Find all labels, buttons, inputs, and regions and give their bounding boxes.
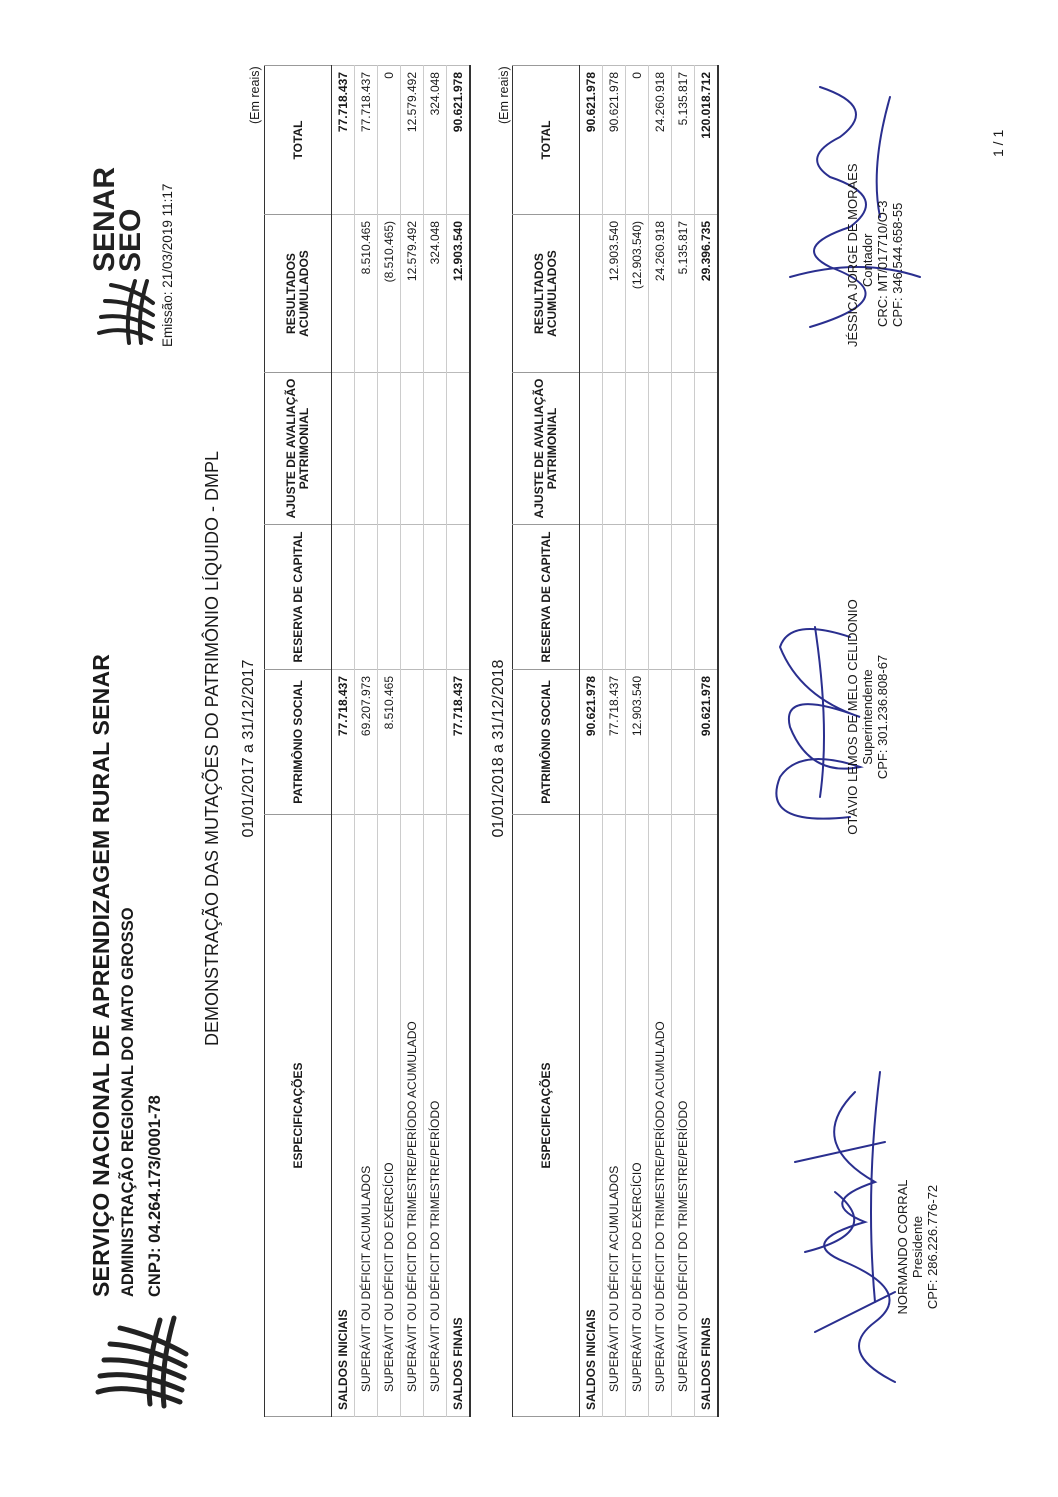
cell-ajuste	[580, 373, 603, 525]
cell-ajuste	[378, 373, 401, 525]
signatory-name: NORMANDO CORRAL	[895, 1179, 910, 1315]
signatory-document-2: CPF: 346.544.658-55	[890, 202, 905, 327]
table-row	[355, 66, 378, 1417]
cell-ajuste	[695, 373, 719, 525]
row-label: SUPERÁVIT OU DÉFICIT DO TRIMESTRE/PERÍODO ACUMULADO	[649, 815, 672, 1417]
cell-total: 12.579.492	[401, 66, 424, 215]
senar-brand-icon	[95, 277, 157, 347]
row-label: SUPERÁVIT OU DÉFICIT DO TRIMESTRE/PERÍODO ACUMULADO	[401, 815, 424, 1417]
cell-total: 24.260.918	[649, 66, 672, 215]
cell-resultados: 24.260.918	[649, 215, 672, 373]
row-label: SALDOS INICIAIS	[332, 815, 355, 1417]
row-label: SALDOS FINAIS	[695, 815, 719, 1417]
cell-resultados: 29.396.735	[695, 215, 719, 373]
cell-reserva	[401, 525, 424, 670]
table-row	[447, 66, 471, 1417]
column-header-total: TOTAL	[513, 66, 580, 215]
table-row	[401, 66, 424, 1417]
cell-patrimonio: 77.718.437	[603, 670, 626, 815]
column-header-patrimonio: PATRIMÔNIO SOCIAL	[513, 670, 580, 815]
cell-resultados: 5.135.817	[672, 215, 695, 373]
signatory-role: Superintendente	[860, 669, 875, 765]
cell-ajuste	[332, 373, 355, 525]
cell-resultados: 324.048	[424, 215, 447, 373]
signature-presidente-icon	[775, 1052, 915, 1392]
signatory-name: JÉSSICA JORGE DE MORAES	[845, 163, 860, 347]
column-header-ajuste: AJUSTE DE AVALIAÇÃO PATRIMONIAL	[513, 373, 580, 525]
cell-total: 5.135.817	[672, 66, 695, 215]
table-row	[424, 66, 447, 1417]
cell-total: 324.048	[424, 66, 447, 215]
column-header-especificacoes: ESPECIFICAÇÕES	[513, 815, 580, 1417]
cell-total: 0	[378, 66, 401, 215]
senar-logo-icon	[90, 1312, 190, 1412]
column-header-patrimonio: PATRIMÔNIO SOCIAL	[265, 670, 332, 815]
row-label: SALDOS FINAIS	[447, 815, 471, 1417]
dmpl-table-2018	[512, 65, 719, 1417]
brand-line-2: SEO	[114, 208, 147, 272]
cell-ajuste	[672, 373, 695, 525]
cell-total: 77.718.437	[355, 66, 378, 215]
cell-total: 0	[626, 66, 649, 215]
cell-resultados: (8.510.465)	[378, 215, 401, 373]
cell-reserva	[355, 525, 378, 670]
table-row	[580, 66, 603, 1417]
cell-reserva	[424, 525, 447, 670]
row-label: SUPERÁVIT OU DÉFICIT DO EXERCÍCIO	[378, 815, 401, 1417]
table-row	[649, 66, 672, 1417]
table-row	[626, 66, 649, 1417]
cell-reserva	[649, 525, 672, 670]
column-header-ajuste: AJUSTE DE AVALIAÇÃO PATRIMONIAL	[265, 373, 332, 525]
cell-patrimonio: 77.718.437	[447, 670, 471, 815]
dmpl-table-2017	[264, 65, 471, 1417]
row-label: SALDOS INICIAIS	[580, 815, 603, 1417]
cell-patrimonio	[401, 670, 424, 815]
cell-ajuste	[626, 373, 649, 525]
signatory-superintendente	[845, 577, 890, 857]
cell-resultados: 8.510.465	[355, 215, 378, 373]
cell-reserva	[672, 525, 695, 670]
cell-total: 90.621.978	[447, 66, 471, 215]
cell-resultados: (12.903.540)	[626, 215, 649, 373]
signatory-document: CPF: 301.236.808-67	[875, 654, 890, 780]
row-label: SUPERÁVIT OU DÉFICIT ACUMULADOS	[355, 815, 378, 1417]
cell-reserva	[378, 525, 401, 670]
page-number: 1 / 1	[990, 129, 1006, 157]
table-row	[695, 66, 719, 1417]
brand-wordmark	[88, 166, 147, 272]
cell-resultados: 12.579.492	[401, 215, 424, 373]
cell-total: 90.621.978	[603, 66, 626, 215]
cell-ajuste	[603, 373, 626, 525]
cell-reserva	[580, 525, 603, 670]
signatory-name: OTÁVIO LEMOS DE MELO CELIDONIO	[845, 599, 860, 835]
organization-title: SERVIÇO NACIONAL DE APRENDIZAGEM RURAL SENAR	[88, 653, 114, 1297]
cell-patrimonio: 8.510.465	[378, 670, 401, 815]
signatory-contador	[845, 107, 905, 347]
column-header-especificacoes: ESPECIFICAÇÕES	[265, 815, 332, 1417]
cell-patrimonio: 90.621.978	[580, 670, 603, 815]
signatory-presidente	[895, 1137, 940, 1357]
table-row	[603, 66, 626, 1417]
document-title: DEMONSTRAÇÃO DAS MUTAÇÕES DO PATRIMÔNIO LÍQUIDO - DMPL	[202, 450, 222, 1047]
signatory-role: Contador	[860, 233, 875, 287]
cell-reserva	[695, 525, 719, 670]
column-header-resultados: RESULTADOS ACUMULADOS	[265, 215, 332, 373]
cell-resultados: 12.903.540	[603, 215, 626, 373]
brand-line-1: SENAR	[88, 166, 121, 272]
cell-reserva	[603, 525, 626, 670]
row-label: SUPERÁVIT OU DÉFICIT DO EXERCÍCIO	[626, 815, 649, 1417]
column-header-reserva: RESERVA DE CAPITAL	[513, 525, 580, 670]
cell-resultados	[580, 215, 603, 373]
emission-date: Emissão: 21/03/2019 11:17	[160, 183, 175, 347]
cell-total: 77.718.437	[332, 66, 355, 215]
cell-patrimonio: 69.207.973	[355, 670, 378, 815]
cell-ajuste	[424, 373, 447, 525]
column-header-total: TOTAL	[265, 66, 332, 215]
cell-patrimonio	[649, 670, 672, 815]
table-row	[332, 66, 355, 1417]
cell-ajuste	[447, 373, 471, 525]
cell-reserva	[332, 525, 355, 670]
row-label: SUPERÁVIT OU DÉFICIT DO TRIMESTRE/PERÍODO	[424, 815, 447, 1417]
column-header-resultados: RESULTADOS ACUMULADOS	[513, 215, 580, 373]
cell-reserva	[447, 525, 471, 670]
cell-ajuste	[355, 373, 378, 525]
cell-ajuste	[649, 373, 672, 525]
cell-patrimonio	[672, 670, 695, 815]
cell-patrimonio: 90.621.978	[695, 670, 719, 815]
signatory-document: CRC: MT/017710/O-3	[875, 200, 890, 327]
cell-resultados: 12.903.540	[447, 215, 471, 373]
column-header-reserva: RESERVA DE CAPITAL	[265, 525, 332, 670]
cell-total: 120.018.712	[695, 66, 719, 215]
cell-ajuste	[401, 373, 424, 525]
row-label: SUPERÁVIT OU DÉFICIT ACUMULADOS	[603, 815, 626, 1417]
table-row	[378, 66, 401, 1417]
table-row	[672, 66, 695, 1417]
signatory-document: CPF: 286.226.776-72	[925, 1184, 940, 1310]
organization-subtitle: ADMINISTRAÇÃO REGIONAL DO MATO GROSSO	[119, 907, 137, 1297]
period-2018: 01/01/2018 a 31/12/2018	[490, 659, 507, 838]
cell-patrimonio: 12.903.540	[626, 670, 649, 815]
unit-label-2017: (Em reais)	[248, 66, 262, 124]
cell-resultados	[332, 215, 355, 373]
organization-cnpj: CNPJ: 04.264.173/0001-78	[146, 1095, 164, 1297]
signatory-role: Presidente	[910, 1215, 925, 1279]
unit-label-2018: (Em reais)	[497, 66, 511, 124]
row-label: SUPERÁVIT OU DÉFICIT DO TRIMESTRE/PERÍODO	[672, 815, 695, 1417]
cell-patrimonio	[424, 670, 447, 815]
cell-reserva	[626, 525, 649, 670]
period-2017: 01/01/2017 a 31/12/2017	[240, 659, 257, 838]
cell-patrimonio: 77.718.437	[332, 670, 355, 815]
cell-total: 90.621.978	[580, 66, 603, 215]
